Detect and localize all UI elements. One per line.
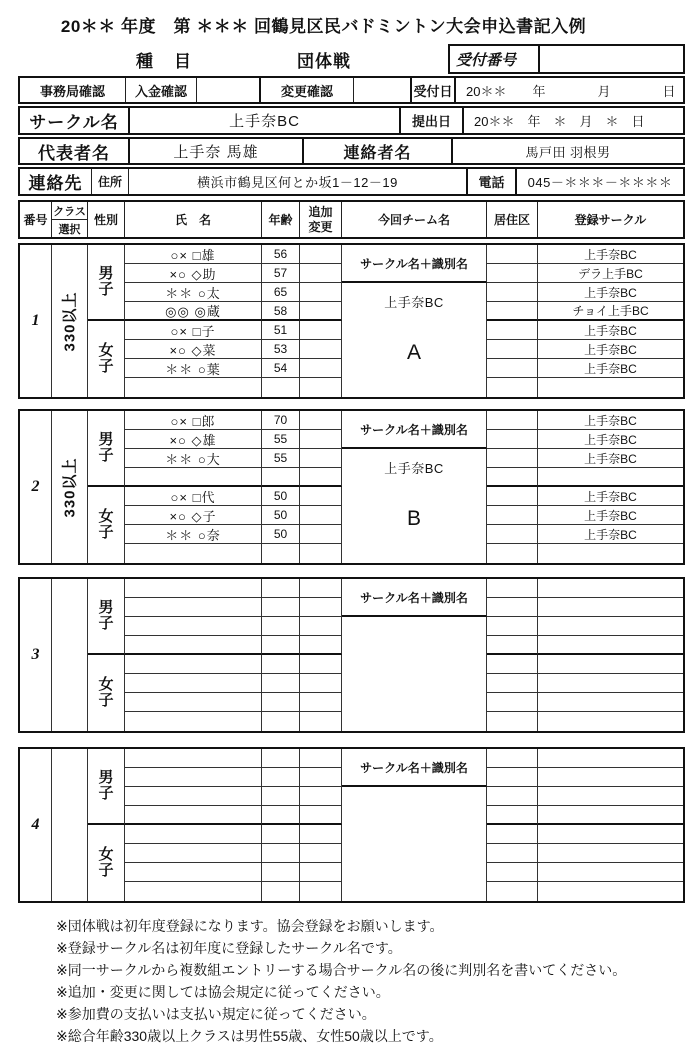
add-change-cell bbox=[300, 302, 342, 321]
member-age-cell: 55 bbox=[262, 430, 300, 449]
registered-circle-cell: 上手奈BC bbox=[538, 283, 683, 302]
member-name-cell bbox=[125, 768, 262, 787]
team-name-cell bbox=[342, 283, 487, 397]
ward-cell bbox=[487, 636, 538, 655]
header-number: 番号 bbox=[20, 202, 52, 237]
registered-circle-cell bbox=[538, 544, 683, 563]
ward-cell bbox=[487, 693, 538, 712]
circle-name-value: 上手奈BC bbox=[128, 108, 399, 133]
note-line: ※参加費の支払いは支払い規定に従ってください。 bbox=[56, 1006, 376, 1022]
header-ward: 居住区 bbox=[487, 202, 538, 237]
member-age-cell bbox=[262, 749, 300, 768]
circle-name-label: サークル名 bbox=[29, 113, 119, 132]
gender-char: 女 bbox=[98, 508, 114, 525]
gender-char: 男 bbox=[98, 431, 114, 448]
block-number: 3 bbox=[20, 579, 52, 731]
gender-char: 子 bbox=[98, 524, 114, 541]
add-change-cell bbox=[300, 617, 342, 636]
gender-female-cell bbox=[88, 321, 125, 397]
note-line: ※団体戦は初年度登録になります。協会登録をお願いします。 bbox=[56, 918, 444, 934]
gender-char: 子 bbox=[98, 785, 114, 802]
add-change-cell bbox=[300, 411, 342, 430]
representative-row bbox=[18, 137, 685, 165]
registered-circle-cell: チョイ上手BC bbox=[538, 302, 683, 321]
change-check-value bbox=[353, 78, 410, 102]
gender-char: 子 bbox=[98, 447, 114, 464]
form-title: 20＊＊ 年度 第 ＊＊＊ 回鶴見区民バドミントン大会申込書記入例 bbox=[60, 17, 587, 36]
member-block-2 bbox=[18, 409, 685, 565]
member-age-cell bbox=[262, 655, 300, 674]
member-name-cell bbox=[125, 655, 262, 674]
note-line: ※同一サークルから複数組エントリーする場合サークル名の後に判別名を書いてください。 bbox=[56, 962, 627, 978]
ward-cell bbox=[487, 321, 538, 340]
team-label-cell: サークル名＋識別名 bbox=[342, 245, 487, 283]
member-name-cell bbox=[125, 844, 262, 863]
contact-row bbox=[18, 167, 685, 196]
member-block-3 bbox=[18, 577, 685, 733]
ward-cell bbox=[487, 340, 538, 359]
add-change-cell bbox=[300, 825, 342, 844]
ward-cell bbox=[487, 487, 538, 506]
contact-person-value: 馬戸田 羽根男 bbox=[451, 139, 683, 163]
member-name-cell: ×○ ◇菜 bbox=[125, 340, 262, 359]
registered-circle-cell: 上手奈BC bbox=[538, 411, 683, 430]
ward-cell bbox=[487, 359, 538, 378]
add-change-cell bbox=[300, 768, 342, 787]
member-name-cell bbox=[125, 579, 262, 598]
add-change-cell bbox=[300, 525, 342, 544]
representative-value: 上手奈 馬雄 bbox=[128, 139, 302, 163]
add-change-cell bbox=[300, 636, 342, 655]
member-name-cell bbox=[125, 749, 262, 768]
member-age-cell bbox=[262, 844, 300, 863]
add-change-cell bbox=[300, 321, 342, 340]
member-age-cell bbox=[262, 863, 300, 882]
member-age-cell bbox=[262, 693, 300, 712]
gender-char: 女 bbox=[98, 846, 114, 863]
circle-name-row bbox=[18, 106, 685, 135]
add-change-cell bbox=[300, 579, 342, 598]
ward-cell bbox=[487, 806, 538, 825]
gender-male-cell bbox=[88, 411, 125, 487]
member-name-cell: ○× □郎 bbox=[125, 411, 262, 430]
add-change-cell bbox=[300, 844, 342, 863]
member-age-cell bbox=[262, 882, 300, 901]
event-type-label: 種 目 bbox=[136, 51, 193, 71]
ward-cell bbox=[487, 863, 538, 882]
ward-cell bbox=[487, 825, 538, 844]
submission-date-value: 20＊＊ 年 ＊ 月 ＊ 日 bbox=[462, 108, 683, 133]
member-name-cell bbox=[125, 378, 262, 397]
gender-char: 子 bbox=[98, 281, 114, 298]
team-letter-text: B bbox=[406, 507, 421, 530]
ward-cell bbox=[487, 544, 538, 563]
phone-value: 045－＊＊＊－＊＊＊＊ bbox=[515, 169, 683, 194]
note-line: ※総合年齢330歳以上クラスは男性55歳、女性50歳以上です。 bbox=[56, 1028, 443, 1044]
gender-char: 子 bbox=[98, 615, 114, 632]
member-name-cell bbox=[125, 712, 262, 731]
member-name-cell: ○× □代 bbox=[125, 487, 262, 506]
ward-cell bbox=[487, 712, 538, 731]
member-name-cell: ×○ ◇雄 bbox=[125, 430, 262, 449]
member-name-cell bbox=[125, 468, 262, 487]
ward-cell bbox=[487, 430, 538, 449]
gender-female-cell bbox=[88, 825, 125, 901]
registered-circle-cell: 上手奈BC bbox=[538, 525, 683, 544]
class-select-label: 330以上 bbox=[62, 456, 79, 518]
class-select-cell bbox=[52, 579, 88, 731]
team-name-cell bbox=[342, 617, 487, 731]
member-name-cell bbox=[125, 825, 262, 844]
class-select-cell bbox=[52, 749, 88, 901]
class-select-cell bbox=[52, 411, 88, 563]
add-change-cell bbox=[300, 693, 342, 712]
gender-male-cell bbox=[88, 749, 125, 825]
registered-circle-cell: 上手奈BC bbox=[538, 506, 683, 525]
member-name-cell: ○× □雄 bbox=[125, 245, 262, 264]
member-age-cell: 65 bbox=[262, 283, 300, 302]
add-change-cell bbox=[300, 245, 342, 264]
member-table-header bbox=[18, 200, 685, 239]
gender-male-cell bbox=[88, 579, 125, 655]
team-name-text: 上手奈BC bbox=[384, 461, 444, 476]
add-change-cell bbox=[300, 468, 342, 487]
registered-circle-cell bbox=[538, 468, 683, 487]
block-number: 2 bbox=[20, 411, 52, 563]
registered-circle-cell bbox=[538, 787, 683, 806]
team-name-cell bbox=[342, 449, 487, 563]
add-change-cell bbox=[300, 378, 342, 397]
ward-cell bbox=[487, 302, 538, 321]
registered-circle-cell bbox=[538, 768, 683, 787]
add-change-cell bbox=[300, 598, 342, 617]
member-age-cell: 50 bbox=[262, 487, 300, 506]
member-name-cell: ＊＊ ○奈 bbox=[125, 525, 262, 544]
ward-cell bbox=[487, 617, 538, 636]
member-name-cell: ＊＊ ○葉 bbox=[125, 359, 262, 378]
gender-female-cell bbox=[88, 487, 125, 563]
member-name-cell: ×○ ◇子 bbox=[125, 506, 262, 525]
event-type-row bbox=[18, 44, 685, 74]
ward-cell bbox=[487, 655, 538, 674]
registered-circle-cell: デラ上手BC bbox=[538, 264, 683, 283]
ward-cell bbox=[487, 579, 538, 598]
member-name-cell bbox=[125, 598, 262, 617]
member-name-cell bbox=[125, 674, 262, 693]
registered-circle-cell: 上手奈BC bbox=[538, 359, 683, 378]
reception-date-label: 受付日 bbox=[410, 78, 454, 102]
ward-cell bbox=[487, 598, 538, 617]
contact-person-label: 連絡者名 bbox=[302, 139, 451, 163]
reception-date-value: 20＊＊ 年 月 日 bbox=[454, 78, 683, 102]
ward-cell bbox=[487, 411, 538, 430]
registered-circle-cell bbox=[538, 844, 683, 863]
ward-cell bbox=[487, 787, 538, 806]
member-name-cell bbox=[125, 863, 262, 882]
header-add-change bbox=[300, 202, 342, 237]
gender-male-cell bbox=[88, 245, 125, 321]
add-change-cell bbox=[300, 340, 342, 359]
member-age-cell: 58 bbox=[262, 302, 300, 321]
registered-circle-cell bbox=[538, 882, 683, 901]
ward-cell bbox=[487, 378, 538, 397]
header-class-select bbox=[52, 202, 88, 237]
add-change-cell bbox=[300, 449, 342, 468]
notes-list bbox=[18, 915, 685, 1047]
registered-circle-cell bbox=[538, 378, 683, 397]
team-label-cell: サークル名＋識別名 bbox=[342, 749, 487, 787]
member-name-cell bbox=[125, 693, 262, 712]
member-name-cell bbox=[125, 882, 262, 901]
member-name-cell bbox=[125, 617, 262, 636]
ward-cell bbox=[487, 506, 538, 525]
member-name-cell: ＊＊ ○大 bbox=[125, 449, 262, 468]
header-registered-circle: 登録サークル bbox=[574, 213, 647, 227]
registered-circle-cell bbox=[538, 636, 683, 655]
add-change-cell bbox=[300, 487, 342, 506]
member-age-cell: 57 bbox=[262, 264, 300, 283]
member-name-cell bbox=[125, 806, 262, 825]
member-age-cell bbox=[262, 544, 300, 563]
block-number: 4 bbox=[20, 749, 52, 901]
registered-circle-cell: 上手奈BC bbox=[538, 487, 683, 506]
header-name: 氏 名 bbox=[125, 202, 262, 237]
header-change: 変更 bbox=[308, 219, 333, 234]
ward-cell bbox=[487, 768, 538, 787]
address-label: 住所 bbox=[91, 169, 128, 194]
member-age-cell bbox=[262, 768, 300, 787]
header-add: 追加 bbox=[308, 205, 333, 220]
header-class-bottom: 選択 bbox=[58, 223, 81, 236]
phone-label: 電話 bbox=[466, 169, 515, 194]
gender-female-cell bbox=[88, 655, 125, 731]
representative-label: 代表者名 bbox=[38, 143, 110, 163]
registered-circle-cell bbox=[538, 598, 683, 617]
class-select-cell bbox=[52, 245, 88, 397]
registered-circle-cell bbox=[538, 863, 683, 882]
member-age-cell: 53 bbox=[262, 340, 300, 359]
gender-char: 子 bbox=[98, 692, 114, 709]
ward-cell bbox=[487, 449, 538, 468]
header-team-name: 今回チーム名 bbox=[342, 202, 487, 237]
registered-circle-cell bbox=[538, 655, 683, 674]
team-label-cell: サークル名＋識別名 bbox=[342, 579, 487, 617]
team-name-cell bbox=[342, 787, 487, 901]
note-line: ※登録サークル名は初年度に登録したサークル名です。 bbox=[56, 940, 402, 956]
change-check-label: 変更確認 bbox=[259, 78, 353, 102]
member-age-cell bbox=[262, 712, 300, 731]
event-type-value: 団体戦 bbox=[297, 51, 351, 71]
header-age: 年齢 bbox=[262, 202, 300, 237]
ward-cell bbox=[487, 245, 538, 264]
member-age-cell: 56 bbox=[262, 245, 300, 264]
add-change-cell bbox=[300, 544, 342, 563]
add-change-cell bbox=[300, 787, 342, 806]
member-block-1 bbox=[18, 243, 685, 399]
office-confirm-row bbox=[18, 76, 685, 104]
team-letter-text: A bbox=[406, 341, 421, 364]
add-change-cell bbox=[300, 749, 342, 768]
member-age-cell: 54 bbox=[262, 359, 300, 378]
receipt-number-value bbox=[540, 46, 683, 72]
member-age-cell: 50 bbox=[262, 525, 300, 544]
member-name-cell: ＊＊ ○太 bbox=[125, 283, 262, 302]
member-age-cell bbox=[262, 787, 300, 806]
gender-char: 女 bbox=[98, 676, 114, 693]
team-name-text: 上手奈BC bbox=[384, 295, 444, 310]
gender-char: 男 bbox=[98, 769, 114, 786]
header-class-top: クラス bbox=[52, 202, 87, 220]
ward-cell bbox=[487, 882, 538, 901]
gender-char: 子 bbox=[98, 862, 114, 879]
member-age-cell: 50 bbox=[262, 506, 300, 525]
team-label-cell: サークル名＋識別名 bbox=[342, 411, 487, 449]
registered-circle-cell bbox=[538, 617, 683, 636]
member-age-cell: 51 bbox=[262, 321, 300, 340]
gender-char: 男 bbox=[98, 265, 114, 282]
ward-cell bbox=[487, 749, 538, 768]
payment-check-value bbox=[196, 78, 259, 102]
member-age-cell bbox=[262, 674, 300, 693]
add-change-cell bbox=[300, 264, 342, 283]
member-name-cell: ○× □子 bbox=[125, 321, 262, 340]
ward-cell bbox=[487, 525, 538, 544]
member-name-cell bbox=[125, 544, 262, 563]
ward-cell bbox=[487, 468, 538, 487]
receipt-number-box bbox=[448, 44, 685, 74]
add-change-cell bbox=[300, 674, 342, 693]
member-age-cell bbox=[262, 636, 300, 655]
member-name-cell bbox=[125, 787, 262, 806]
registered-circle-cell bbox=[538, 579, 683, 598]
gender-char: 子 bbox=[98, 358, 114, 375]
receipt-number-label: 受付番号 bbox=[450, 46, 540, 72]
add-change-cell bbox=[300, 863, 342, 882]
ward-cell bbox=[487, 674, 538, 693]
member-age-cell: 70 bbox=[262, 411, 300, 430]
registered-circle-cell: 上手奈BC bbox=[538, 449, 683, 468]
gender-char: 女 bbox=[98, 342, 114, 359]
member-block-4 bbox=[18, 747, 685, 903]
ward-cell bbox=[487, 264, 538, 283]
add-change-cell bbox=[300, 882, 342, 901]
registered-circle-cell bbox=[538, 806, 683, 825]
class-select-label: 330以上 bbox=[62, 290, 79, 352]
registered-circle-cell bbox=[538, 693, 683, 712]
registered-circle-cell bbox=[538, 825, 683, 844]
member-age-cell bbox=[262, 825, 300, 844]
member-age-cell: 55 bbox=[262, 449, 300, 468]
member-age-cell bbox=[262, 598, 300, 617]
gender-char: 男 bbox=[98, 599, 114, 616]
member-age-cell bbox=[262, 806, 300, 825]
header-gender: 性別 bbox=[88, 202, 125, 237]
contact-label: 連絡先 bbox=[28, 174, 83, 193]
registered-circle-cell: 上手奈BC bbox=[538, 430, 683, 449]
add-change-cell bbox=[300, 655, 342, 674]
registered-circle-cell bbox=[538, 674, 683, 693]
submission-date-label: 提出日 bbox=[399, 108, 462, 133]
member-name-cell bbox=[125, 636, 262, 655]
registered-circle-cell bbox=[538, 749, 683, 768]
add-change-cell bbox=[300, 359, 342, 378]
add-change-cell bbox=[300, 506, 342, 525]
member-age-cell bbox=[262, 617, 300, 636]
registered-circle-cell: 上手奈BC bbox=[538, 340, 683, 359]
member-name-cell: ×○ ◇助 bbox=[125, 264, 262, 283]
add-change-cell bbox=[300, 806, 342, 825]
add-change-cell bbox=[300, 712, 342, 731]
add-change-cell bbox=[300, 283, 342, 302]
member-age-cell bbox=[262, 378, 300, 397]
office-check-label: 事務局確認 bbox=[39, 83, 105, 99]
registered-circle-cell: 上手奈BC bbox=[538, 245, 683, 264]
payment-check-label: 入金確認 bbox=[125, 78, 196, 102]
registered-circle-cell: 上手奈BC bbox=[538, 321, 683, 340]
address-value: 横浜市鶴見区何とか坂1－12－19 bbox=[128, 169, 466, 194]
ward-cell bbox=[487, 283, 538, 302]
add-change-cell bbox=[300, 430, 342, 449]
member-name-cell: ◎◎ ◎蔵 bbox=[125, 302, 262, 321]
block-number: 1 bbox=[20, 245, 52, 397]
member-age-cell bbox=[262, 579, 300, 598]
member-age-cell bbox=[262, 468, 300, 487]
registered-circle-cell bbox=[538, 712, 683, 731]
ward-cell bbox=[487, 844, 538, 863]
note-line: ※追加・変更に関しては協会規定に従ってください。 bbox=[56, 984, 390, 1000]
